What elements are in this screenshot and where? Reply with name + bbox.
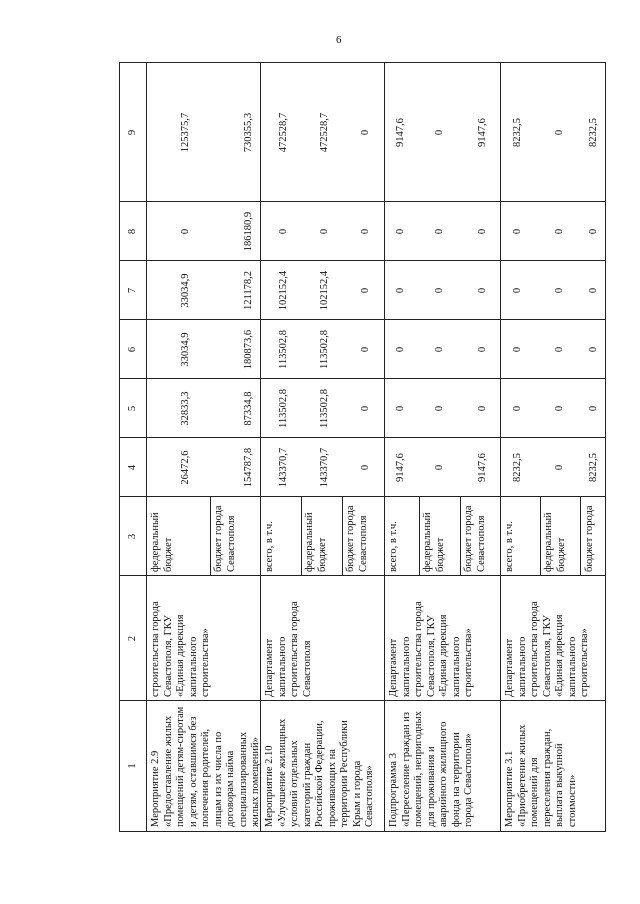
amount-cell: 0 xyxy=(434,346,445,353)
amount-cell: 0 xyxy=(395,405,406,412)
amount-cell: 0 xyxy=(434,287,445,294)
column-header: 2 xyxy=(127,635,138,642)
column-header: 7 xyxy=(127,287,138,294)
amount-cell: 0 xyxy=(180,228,191,235)
amount-cell: 0 xyxy=(477,287,488,294)
funding-source: всего, в т.ч. xyxy=(388,521,399,572)
amount-cell: 0 xyxy=(360,228,371,235)
column-header: 4 xyxy=(127,464,138,471)
column-header: 9 xyxy=(127,129,138,136)
funding-source: бюджет города Севастополя xyxy=(213,505,237,572)
amount-cell: 87334,8 xyxy=(243,391,254,426)
subrow-divider xyxy=(580,497,581,576)
amount-cell: 9147,6 xyxy=(477,453,488,482)
amount-cell: 26472,6 xyxy=(180,450,191,485)
amount-cell: 0 xyxy=(395,228,406,235)
amount-cell: 0 xyxy=(588,287,599,294)
column-header: 8 xyxy=(127,228,138,235)
amount-cell: 0 xyxy=(278,228,289,235)
funding-source: федеральный бюджет xyxy=(150,512,174,572)
amount-cell: 0 xyxy=(512,405,523,412)
amount-cell: 0 xyxy=(360,287,371,294)
amount-cell: 0 xyxy=(554,287,565,294)
amount-cell: 9147,6 xyxy=(395,453,406,482)
amount-cell: 113502,8 xyxy=(278,330,289,369)
funding-source: бюджет города xyxy=(584,505,595,572)
amount-cell: 0 xyxy=(360,464,371,471)
funding-source: бюджет города Севастополя xyxy=(345,505,369,572)
amount-cell: 33034,9 xyxy=(180,332,191,367)
amount-cell: 121178,2 xyxy=(243,271,254,310)
program-name: Мероприятие 2.10 «Улучшение жилищных условий отдельных категорий граждан Российской Федерации, проживающих на территории Республики Крым и города Севастополя» xyxy=(264,718,375,827)
amount-cell: 0 xyxy=(554,464,565,471)
amount-cell: 180873,6 xyxy=(243,329,254,370)
funding-source: федеральный бюджет xyxy=(304,512,328,572)
amount-cell: 143370,7 xyxy=(278,447,289,488)
amount-cell: 0 xyxy=(512,287,523,294)
amount-cell: 0 xyxy=(319,228,330,235)
executor-name: Департамент капитального строительства города Севастополя xyxy=(264,601,313,697)
amount-cell: 0 xyxy=(512,228,523,235)
executor-name: Департамент капитального строительства города Севастополя, ГКУ «Единая дирекция капитального строительства» xyxy=(388,601,474,697)
amount-cell: 0 xyxy=(477,405,488,412)
amount-cell: 0 xyxy=(434,228,445,235)
executor-name: строительства города Севастополя, ГКУ «Единая дирекция капитального строительства» xyxy=(150,601,211,697)
column-header: 1 xyxy=(127,763,138,769)
funding-source: бюджет города Севастополя xyxy=(463,505,487,572)
amount-cell: 8232,5 xyxy=(512,453,523,482)
amount-cell: 8232,5 xyxy=(588,453,599,482)
row-divider xyxy=(500,63,501,831)
amount-cell: 143370,7 xyxy=(319,447,330,488)
funding-source: всего, в т.ч. xyxy=(264,521,275,572)
amount-cell: 0 xyxy=(588,228,599,235)
funding-source: федеральный бюджет xyxy=(422,512,446,572)
amount-cell: 186180,9 xyxy=(243,211,254,252)
page-number: 6 xyxy=(336,34,342,46)
column-header: 5 xyxy=(127,405,138,412)
amount-cell: 0 xyxy=(434,129,445,136)
amount-cell: 0 xyxy=(588,346,599,353)
amount-cell: 113502,8 xyxy=(319,330,330,369)
amount-cell: 0 xyxy=(554,228,565,235)
amount-cell: 0 xyxy=(360,129,371,136)
amount-cell: 9147,6 xyxy=(477,118,488,147)
amount-cell: 154787,8 xyxy=(243,447,254,488)
amount-cell: 0 xyxy=(395,346,406,353)
header-divider xyxy=(146,63,147,831)
amount-cell: 32833,3 xyxy=(180,391,191,426)
amount-cell: 0 xyxy=(360,346,371,353)
column-header: 3 xyxy=(127,533,138,540)
program-name: Мероприятие 3.1 «Приобретение жилых помещений для переселения граждан, выплата выкупной стоимости» xyxy=(504,724,578,827)
funding-source: федеральный бюджет xyxy=(543,512,567,572)
amount-cell: 0 xyxy=(434,405,445,412)
amount-cell: 0 xyxy=(554,346,565,353)
amount-cell: 0 xyxy=(554,405,565,412)
amount-cell: 0 xyxy=(477,228,488,235)
amount-cell: 125375,7 xyxy=(180,112,191,153)
executor-name: Департамент капитального строительства города Севастополя, ГКУ «Единая дирекция капитального строительства» xyxy=(504,601,590,697)
amount-cell: 102152,4 xyxy=(278,270,289,311)
row-divider xyxy=(384,63,385,831)
amount-cell: 113502,8 xyxy=(319,389,330,428)
amount-cell: 9147,6 xyxy=(395,118,406,147)
program-name: Мероприятие 2.9 «Предоставление жилых помещений детям-сиротам и детям, оставшимся без попечения родителей, лицам из их числа по договорам найма специализированных жилых помещений» xyxy=(150,706,261,827)
program-name: Подпрограмма 3 «Переселение граждан из помещений, непригодных для проживания и аварийного жилищного фонда на территории города Севастополя» xyxy=(388,711,474,827)
amount-cell: 0 xyxy=(477,346,488,353)
amount-cell: 0 xyxy=(554,129,565,136)
funding-source: всего, в т.ч. xyxy=(504,521,515,572)
column-header: 6 xyxy=(127,346,138,353)
amount-cell: 472528,7 xyxy=(278,112,289,153)
amount-cell: 8232,5 xyxy=(588,118,599,147)
amount-cell: 472528,7 xyxy=(319,112,330,153)
amount-cell: 0 xyxy=(434,464,445,471)
amount-cell: 730355,3 xyxy=(243,112,254,153)
amount-cell: 0 xyxy=(588,405,599,412)
amount-cell: 33034,9 xyxy=(180,273,191,308)
amount-cell: 8232,5 xyxy=(512,118,523,147)
amount-cell: 0 xyxy=(395,287,406,294)
amount-cell: 0 xyxy=(360,405,371,412)
amount-cell: 113502,8 xyxy=(278,389,289,428)
amount-cell: 0 xyxy=(512,346,523,353)
budget-table xyxy=(119,62,606,832)
amount-cell: 102152,4 xyxy=(319,270,330,311)
